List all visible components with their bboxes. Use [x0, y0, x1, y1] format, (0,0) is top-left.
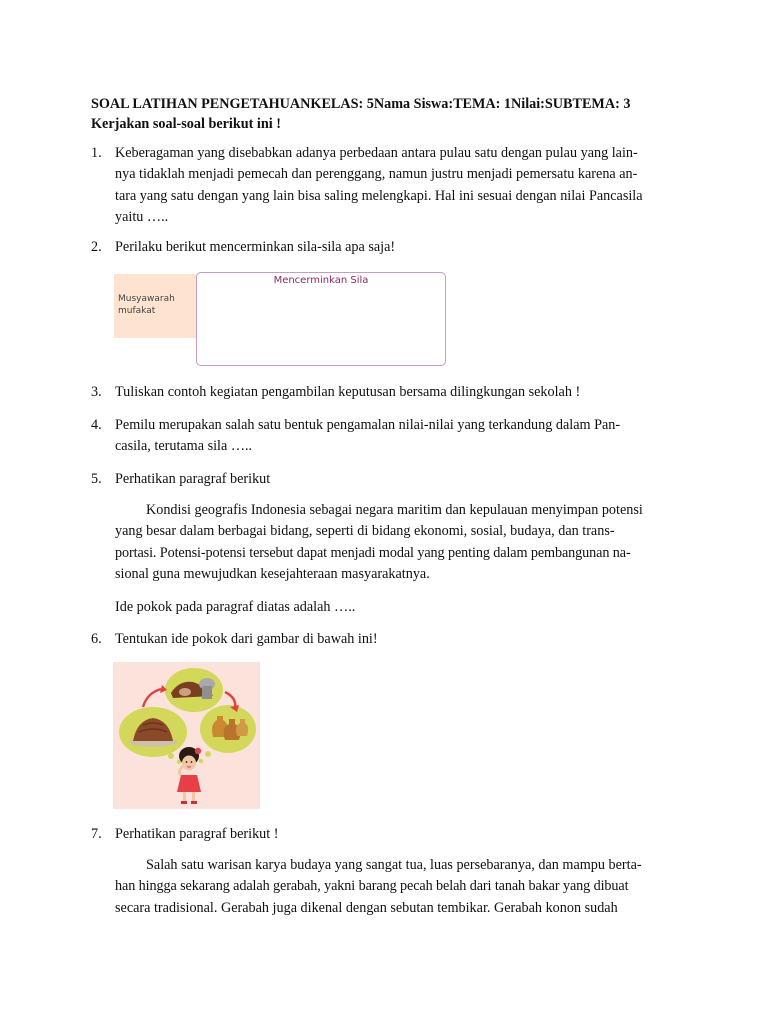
question-5 [91, 469, 679, 490]
paragraph-line: Salah satu warisan karya budaya yang sangat tua, luas persebaranya, dan mampu berta- [146, 857, 642, 873]
question-text: Perhatikan paragraf berikut [115, 471, 271, 487]
pottery-girl-illustration [113, 662, 260, 809]
question-number: 3. [91, 384, 102, 400]
question-4 [91, 415, 679, 458]
sila-diagram [114, 268, 448, 368]
question-text-line: casila, terutama sila ….. [115, 438, 253, 455]
sila-behavior-label [118, 293, 175, 317]
sila-answer-box[interactable] [196, 272, 446, 366]
question-number: 5. [91, 471, 102, 487]
sila-box-title: Mencerminkan Sila [273, 275, 369, 286]
question-number: 2. [91, 239, 102, 255]
question-5-followup: Ide pokok pada paragraf diatas adalah ….. [115, 599, 356, 615]
paragraph-line: Kondisi geografis Indonesia sebagai negara maritim dan kepulauan menyimpan potensi [146, 502, 643, 518]
paragraph-line: secara tradisional. Gerabah juga dikenal dengan sebutan tembikar. Gerabah konon sudah [115, 899, 618, 916]
question-text-line: tara yang satu dengan yang lain bisa saling melengkapi. Hal ini sesuai dengan nilai Pancasila [115, 187, 643, 204]
sila-behavior-line: mufakat [118, 306, 156, 316]
question-number: 7. [91, 826, 102, 842]
question-text: Perilaku berikut mencerminkan sila-sila apa saja! [115, 239, 396, 255]
paragraph-line: han hingga sekarang adalah gerabah, yakni barang pecah belah dari tanah bakar yang dibuat [115, 878, 629, 895]
question-text-line: nya tidaklah menjadi pemecah dan perenggang, namun justru menjadi pemersatu karena an- [115, 166, 638, 183]
worksheet-header [91, 94, 691, 134]
worksheet-instruction: Kerjakan soal-soal berikut ini ! [91, 116, 281, 132]
paragraph-line: portasi. Potensi-potensi tersebut dapat menjadi modal yang penting dalam pembangunan na- [115, 544, 631, 561]
question-2 [91, 237, 679, 258]
question-text-line: yaitu ….. [115, 208, 169, 225]
worksheet-title: SOAL LATIHAN PENGETAHUANKELAS: 5Nama Siswa:TEMA: 1Nilai:SUBTEMA: 3 [91, 96, 631, 112]
question-text-line: Keberagaman yang disebabkan adanya perbedaan antara pulau satu dengan pulau yang lain- [115, 145, 638, 161]
question-6 [91, 629, 679, 650]
question-number: 4. [91, 417, 102, 433]
paragraph-line: sional guna mewujudkan kesejahteraan masyarakatnya. [115, 565, 430, 582]
question-number: 6. [91, 631, 102, 647]
sila-behavior-line: Musyawarah [118, 294, 175, 304]
question-number: 1. [91, 145, 102, 161]
question-text: Tentukan ide pokok dari gambar di bawah ini! [115, 631, 378, 647]
question-1 [91, 143, 679, 228]
paragraph-q5 [115, 500, 679, 585]
paragraph-q7 [115, 855, 679, 919]
question-7 [91, 824, 679, 845]
question-text-line: Pemilu merupakan salah satu bentuk pengamalan nilai-nilai yang terkandung dalam Pan- [115, 417, 621, 433]
paragraph-line: yang besar dalam berbagai bidang, seperti di bidang ekonomi, sosial, budaya, dan trans- [115, 523, 615, 540]
question-text: Tuliskan contoh kegiatan pengambilan keputusan bersama dilingkungan sekolah ! [115, 384, 581, 400]
question-3 [91, 382, 679, 403]
question-text: Perhatikan paragraf berikut ! [115, 826, 279, 842]
